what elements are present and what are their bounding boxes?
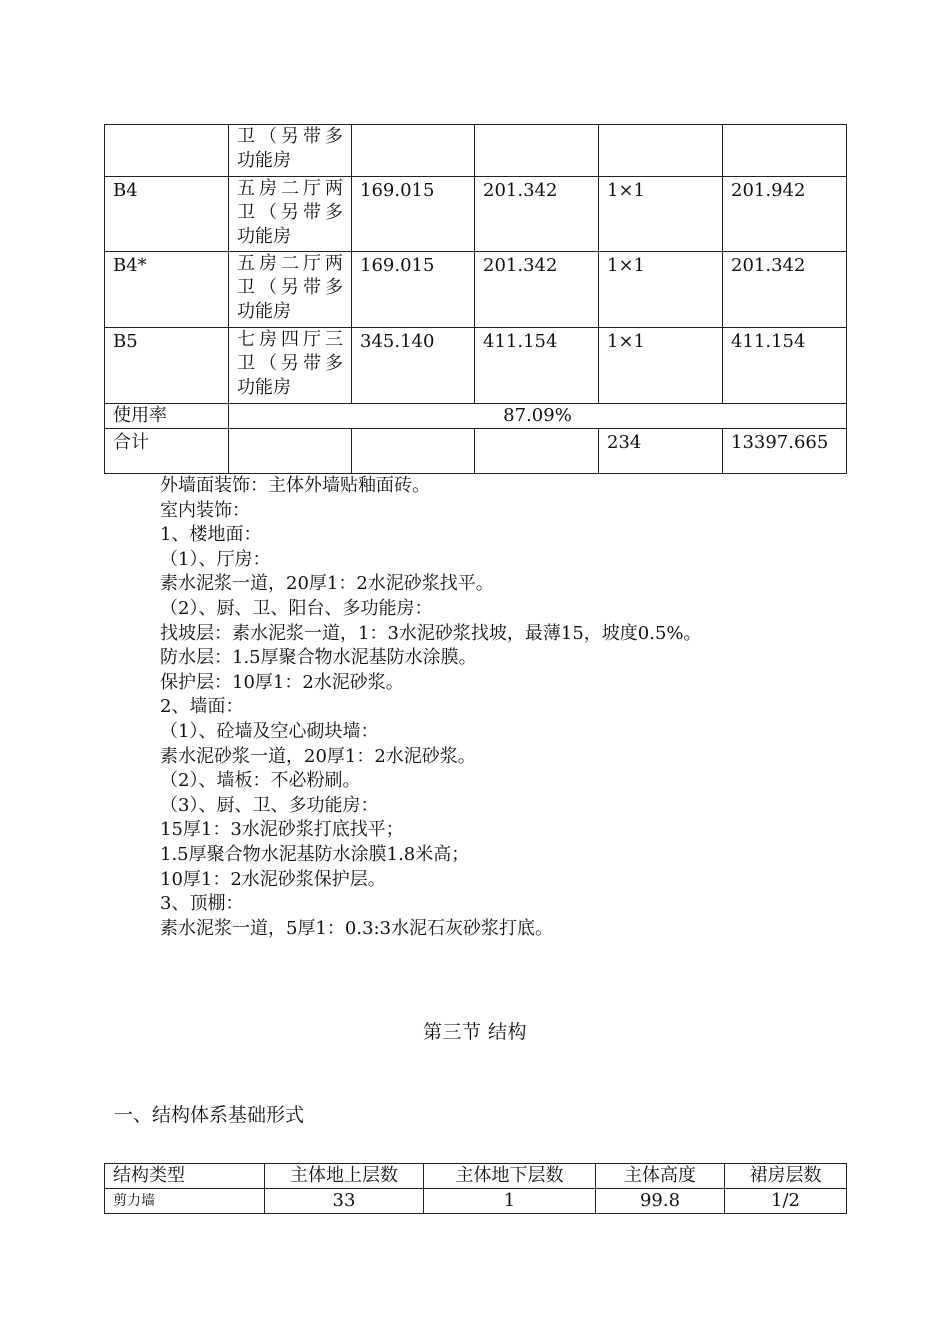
count-cell: 1×1: [599, 328, 723, 404]
usage-rate-label: 使用率: [105, 404, 229, 429]
count-cell: [599, 125, 723, 177]
empty-cell: [229, 429, 352, 474]
podium-floors-cell: 1/2: [725, 1189, 847, 1214]
text-line: （1）、厅房：: [160, 548, 271, 570]
text-line: 找坡层：素水泥浆一道，1：3水泥砂浆找坡，最薄15，坡度0.5%。: [160, 622, 702, 644]
structure-heading: 一、结构体系基础形式: [114, 1104, 305, 1126]
table-row: [105, 1189, 847, 1214]
total-label: 合计: [105, 429, 229, 474]
area-cell: 201.342: [475, 252, 599, 328]
column-header: 主体地下层数: [424, 1164, 596, 1189]
unit-type-cell: B4: [105, 177, 229, 252]
unit-name-cell: 七房四厅三卫（另带多功能房: [229, 328, 352, 404]
unit-area-table-body: [105, 125, 847, 474]
text-line: 素水泥砂浆一道，20厚1：2水泥砂浆。: [160, 745, 476, 767]
unit-name-cell: 五房二厅两卫（另带多功能房: [229, 177, 352, 252]
text-line: 素水泥浆一道，5厚1：0.3:3水泥石灰砂浆打底。: [160, 917, 554, 939]
total-cell: 201.342: [723, 252, 847, 328]
below-ground-floors-cell: 1: [424, 1189, 596, 1214]
structure-table: [104, 1163, 847, 1214]
usage-rate-row: [105, 404, 847, 429]
unit-type-cell: B4*: [105, 252, 229, 328]
total-cell: 411.154: [723, 328, 847, 404]
main-height-cell: 99.8: [596, 1189, 725, 1214]
usage-rate-value: 87.09%: [229, 404, 847, 429]
unit-area-table: [104, 124, 847, 474]
table-row: [105, 252, 847, 328]
unit-type-cell: [105, 125, 229, 177]
text-line: （2）、墙板：不必粉刷。: [160, 770, 361, 792]
column-header: 裙房层数: [725, 1164, 847, 1189]
text-line: （2）、厨、卫、阳台、多功能房：: [160, 597, 433, 619]
empty-cell: [475, 429, 599, 474]
above-ground-floors-cell: 33: [265, 1189, 424, 1214]
table-row: [105, 125, 847, 177]
column-header: 主体高度: [596, 1164, 725, 1189]
text-line: 外墙面装饰：主体外墙贴釉面砖。: [160, 475, 430, 496]
decoration-spec-text: [160, 474, 860, 941]
area-cell: [352, 125, 475, 177]
text-line: 1.5厚聚合物水泥基防水涂膜1.8米高；: [160, 843, 470, 865]
text-line: 3、顶棚：: [160, 893, 244, 915]
table-row: [105, 328, 847, 404]
area-cell: 411.154: [475, 328, 599, 404]
section-title: 第三节 结构: [422, 1021, 528, 1043]
text-line: （1）、砼墙及空心砌块墙：: [160, 720, 379, 742]
text-line: 保护层：10厚1：2水泥砂浆。: [160, 671, 404, 693]
area-cell: 169.015: [352, 177, 475, 252]
count-cell: 1×1: [599, 252, 723, 328]
table-header-row: [105, 1164, 847, 1189]
text-line: 室内装饰：: [160, 499, 250, 521]
total-row: [105, 429, 847, 474]
text-line: 10厚1：2水泥砂浆保护层。: [160, 868, 386, 890]
column-header: 结构类型: [105, 1164, 265, 1189]
text-line: （3）、厨、卫、多功能房：: [160, 794, 379, 816]
area-cell: 345.140: [352, 328, 475, 404]
structure-table-body: [105, 1164, 847, 1214]
total-cell: [723, 125, 847, 177]
column-header: 主体地上层数: [265, 1164, 424, 1189]
count-cell: 1×1: [599, 177, 723, 252]
empty-cell: [352, 429, 475, 474]
text-line: 1、楼地面：: [160, 524, 262, 546]
unit-type-cell: B5: [105, 328, 229, 404]
unit-name-cell: 卫（另带多功能房: [229, 125, 352, 177]
text-line: 防水层：1.5厚聚合物水泥基防水涂膜。: [160, 647, 477, 669]
table-row: [105, 177, 847, 252]
total-count-cell: 234: [599, 429, 723, 474]
total-cell: 201.942: [723, 177, 847, 252]
total-area-cell: 13397.665: [723, 429, 847, 474]
unit-name-cell: 五房二厅两卫（另带多功能房: [229, 252, 352, 328]
text-line: 15厚1：3水泥砂浆打底找平；: [160, 819, 404, 841]
text-line: 2、墙面：: [160, 696, 244, 718]
area-cell: 201.342: [475, 177, 599, 252]
area-cell: 169.015: [352, 252, 475, 328]
structure-type-cell: 剪力墙: [105, 1189, 265, 1214]
area-cell: [475, 125, 599, 177]
text-line: 素水泥浆一道，20厚1：2水泥砂浆找平。: [160, 573, 494, 595]
